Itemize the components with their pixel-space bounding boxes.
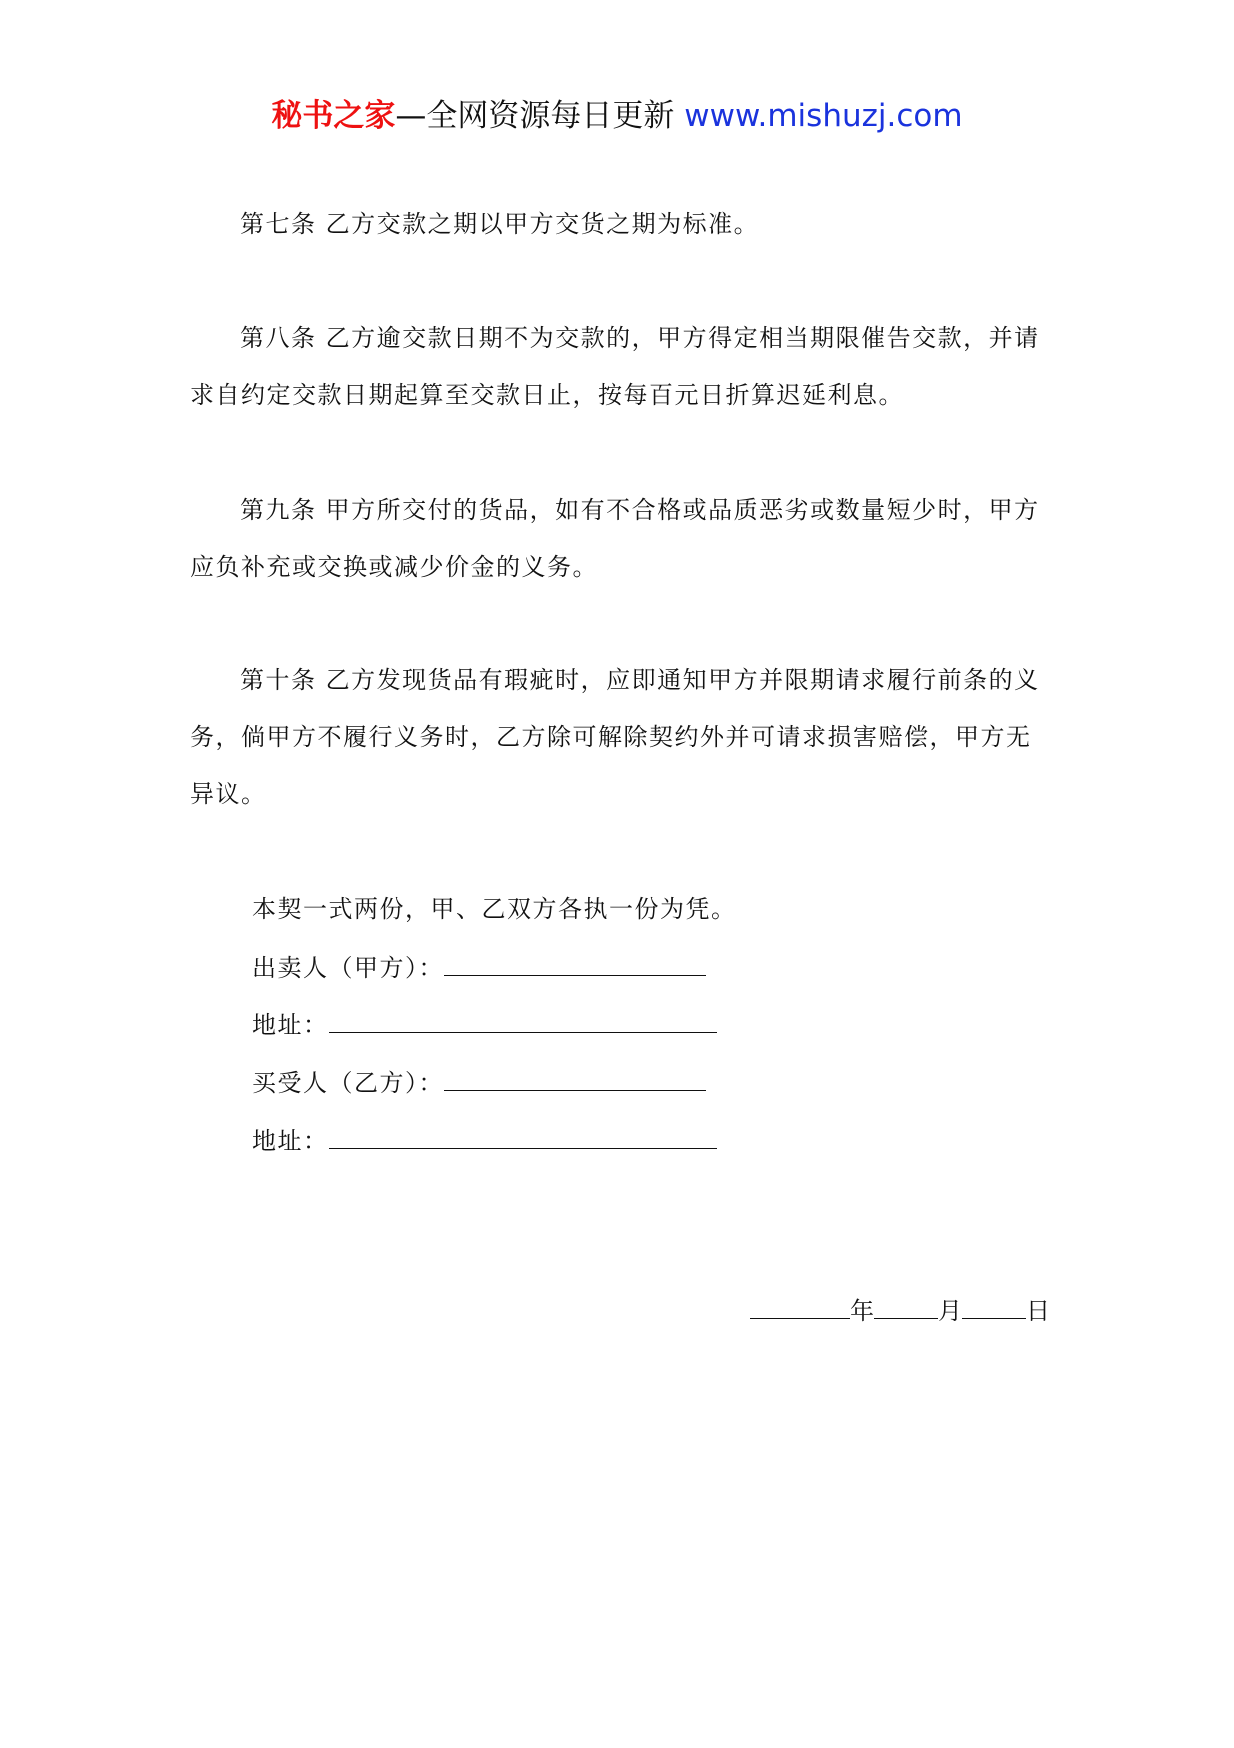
- closing-statement: 本契一式两份，甲、乙双方各执一份为凭。: [252, 895, 737, 923]
- seller-label: 出卖人（甲方）：: [252, 954, 444, 982]
- year-label: 年: [850, 1297, 874, 1325]
- day-blank[interactable]: [962, 1290, 1026, 1319]
- article-10: 第十条 乙方发现货品有瑕疵时，应即通知甲方并限期请求履行前条的义务，倘甲方不履行义务时，乙方除可解除契约外并可请求损害赔偿，甲方无异议。: [190, 666, 1040, 808]
- buyer-blank[interactable]: [444, 1062, 706, 1091]
- header-url-link[interactable]: www.mishuzj.com: [684, 98, 963, 134]
- seller-address-blank[interactable]: [329, 1004, 717, 1033]
- buyer-address-line: [252, 1120, 717, 1161]
- buyer-signature-line: [252, 1062, 706, 1103]
- month-blank[interactable]: [874, 1290, 938, 1319]
- date-line: [750, 1290, 1050, 1331]
- buyer-address-blank[interactable]: [329, 1120, 717, 1149]
- seller-blank[interactable]: [444, 947, 706, 976]
- seller-signature-line: [252, 947, 706, 988]
- header-slogan: —全网资源每日更新: [395, 98, 675, 134]
- article-7: 第七条 乙方交款之期以甲方交货之期为标准。: [240, 210, 760, 238]
- brand-name: 秘书之家: [271, 98, 396, 134]
- article-9: 第九条 甲方所交付的货品，如有不合格或品质恶劣或数量短少时，甲方应负补充或交换或减少价金的义务。: [190, 496, 1040, 581]
- year-blank[interactable]: [750, 1290, 850, 1319]
- article-8: 第八条 乙方逾交款日期不为交款的，甲方得定相当期限催告交款，并请求自约定交款日期起算至交款日止，按每百元日折算迟延利息。: [190, 324, 1040, 409]
- page-header: [0, 96, 1234, 136]
- buyer-label: 买受人（乙方）：: [252, 1069, 444, 1097]
- seller-address-line: [252, 1004, 717, 1045]
- month-label: 月: [938, 1297, 962, 1325]
- day-label: 日: [1026, 1297, 1050, 1325]
- seller-address-label: 地址：: [252, 1011, 329, 1039]
- buyer-address-label: 地址：: [252, 1127, 329, 1155]
